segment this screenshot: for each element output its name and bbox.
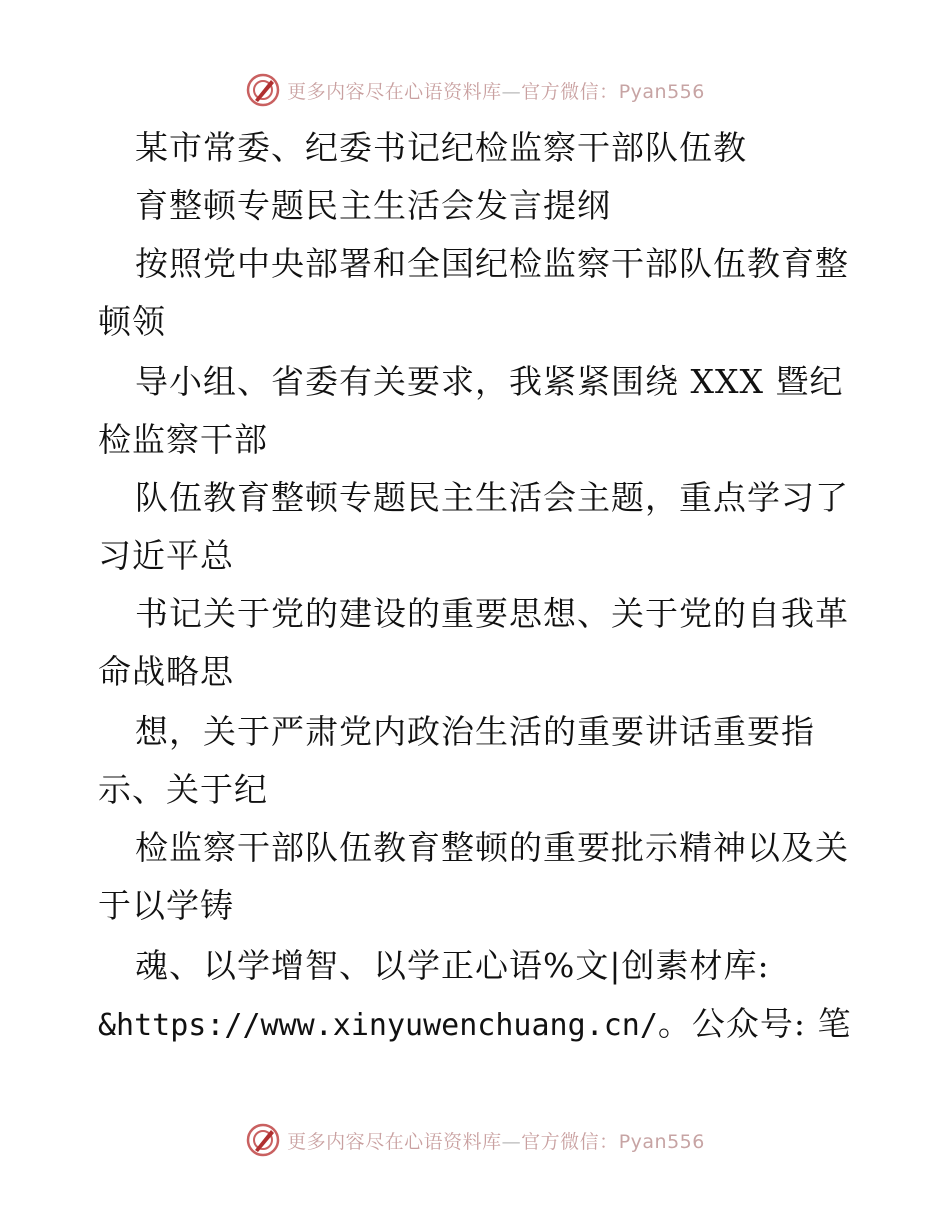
- paragraph-line: 想，关于严肃党内政治生活的重要讲话重要指: [135, 712, 815, 751]
- paragraph-line: &https://www.xinyuwenchuang.cn/。公众号: 笔: [98, 1004, 852, 1043]
- watermark-text: 更多内容尽在心语资料库—官方微信：Pyan556: [287, 1130, 705, 1153]
- paragraph-line: 示、关于纪: [98, 770, 268, 809]
- paragraph-line: 书记关于党的建设的重要思想、关于党的自我革: [135, 594, 849, 633]
- source-url: &https://www.xinyuwenchuang.cn/: [98, 1008, 658, 1043]
- paragraph-line: 导小组、省委有关要求，我紧紧围绕 XXX 暨纪: [135, 362, 844, 401]
- footer-watermark: [0, 1120, 950, 1160]
- paragraph-line: 检监察干部队伍教育整顿的重要批示精神以及关: [135, 828, 849, 867]
- paragraph-line: 顿领: [98, 302, 166, 341]
- doc-title-line-2: 育整顿专题民主生活会发言提纲: [135, 186, 611, 225]
- doc-title-line-1: 某市常委、纪委书记纪检监察干部队伍教: [135, 128, 747, 167]
- paragraph-line: 习近平总: [98, 536, 234, 575]
- paragraph-line: 魂、以学增智、以学正心语%文|创素材库:: [135, 946, 770, 985]
- logo-icon: [245, 1122, 281, 1158]
- paragraph-line: 于以学铸: [98, 886, 234, 925]
- paragraph-line: 队伍教育整顿专题民主生活会主题，重点学习了: [135, 478, 849, 517]
- logo-icon: [245, 72, 281, 108]
- paragraph-line: 命战略思: [98, 652, 234, 691]
- watermark-text: 更多内容尽在心语资料库—官方微信：Pyan556: [287, 80, 705, 103]
- paragraph-line: 检监察干部: [98, 420, 268, 459]
- paragraph-line: 按照党中央部署和全国纪检监察干部队伍教育整: [135, 244, 849, 283]
- header-watermark: [0, 70, 950, 110]
